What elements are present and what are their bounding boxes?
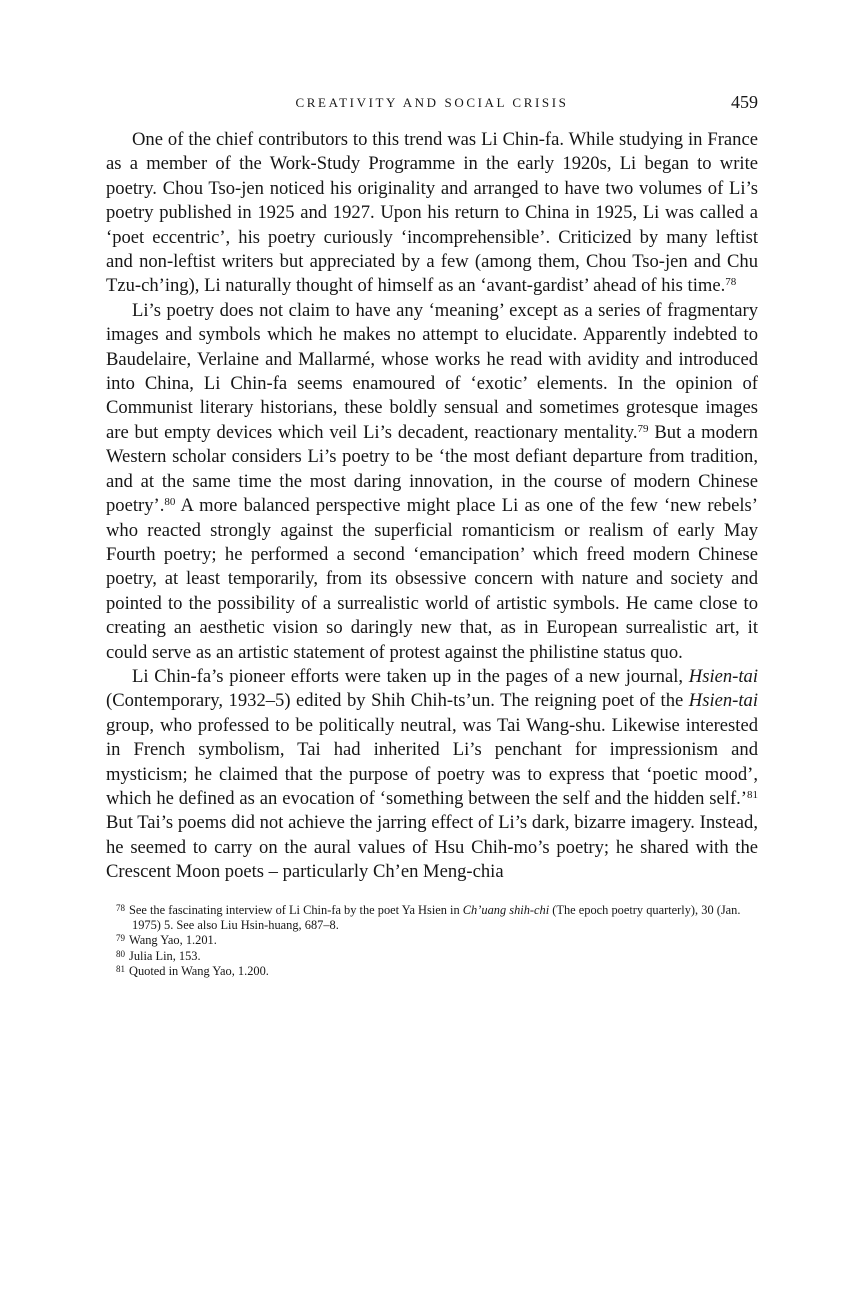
paragraph bbox=[106, 299, 758, 665]
text-run: Li’s poetry does not claim to have any ‘meaning’ except as a series of fragmentary images and symbols which he makes no attempt to elucidate. Apparently indebted to Baudelaire, Verlaine and Mallarmé, whose works he read with avidity and introduced into China, Li Chin-fa seems enamoured of ‘exotic’ elements. In the opinion of Communist literary historians, these boldly sensual and sometimes grotesque images are but empty devices which veil Li’s decadent, reactionary mentality. bbox=[106, 299, 758, 443]
italic-title: Ch’uang shih-chi bbox=[462, 902, 550, 917]
footnote-number: 78 bbox=[116, 902, 125, 913]
footnote bbox=[106, 933, 758, 948]
footnote-ref: 81 bbox=[747, 788, 758, 801]
footnote-number: 79 bbox=[116, 933, 125, 944]
paragraph bbox=[106, 665, 758, 885]
paragraph bbox=[106, 128, 758, 299]
footnotes bbox=[106, 903, 758, 980]
text-run: Li Chin-fa’s pioneer efforts were taken up in the pages of a new journal, bbox=[132, 665, 689, 687]
book-page bbox=[106, 92, 758, 980]
footnote bbox=[106, 949, 758, 964]
page-number: 459 bbox=[731, 92, 758, 112]
footnote-ref: 79 bbox=[637, 422, 649, 435]
footnote-ref: 80 bbox=[164, 496, 176, 509]
text-run: But a modern Western scholar considers Li’s poetry to be ‘the most defiant departure from tradition, and at the same time the most daring innovation, in the course of modern Chinese poetry’. bbox=[106, 421, 758, 517]
text-run: A more balanced perspective might place Li as one of the few ‘new rebels’ who reacted strongly against the superficial romanticism or realism of early May Fourth poetry; he performed a second ‘emancipation’ which freed modern Chinese poetry, at least temporarily, from its obsessive concern with nature and society and pointed to the possibility of a surrealistic world of artistic symbols. He came close to creating an aesthetic vision so daringly new that, as in European surrealistic art, it could serve as an artistic statement of protest against the philistine status quo. bbox=[106, 495, 758, 663]
text-run: (Contemporary, 1932–5) edited by Shih Chih-ts’un. The reigning poet of the bbox=[106, 690, 689, 712]
footnote bbox=[106, 964, 758, 979]
text-run: Wang Yao, 1.201. bbox=[129, 933, 217, 948]
text-run: But Tai’s poems did not achieve the jarring effect of Li’s dark, bizarre imagery. Instead, he seemed to carry on the aural values of Hsu Chih-mo’s poetry; he shared with the Crescent Moon poets – particularly Ch’en Meng-chia bbox=[106, 812, 758, 883]
footnote-number: 80 bbox=[116, 948, 125, 959]
text-run: One of the chief contributors to this trend was Li Chin-fa. While studying in France as a member of the Work-Study Programme in the early 1920s, Li began to write poetry. Chou Tso-jen noticed his originality and arranged to have two volumes of Li’s poetry published in 1925 and 1927. Upon his return to China in 1925, Li was called a ‘poet eccentric’, his poetry curiously ‘incomprehensible’. Criticized by many leftist and non-leftist writers but appreciated by a few (among them, Chou Tso-jen and Chu Tzu-ch’ing), Li naturally thought of himself as an ‘avant-gardist’ ahead of his time. bbox=[106, 129, 758, 297]
text-run: See the fascinating interview of Li Chin-fa by the poet Ya Hsien in bbox=[129, 902, 463, 917]
footnote-number: 81 bbox=[116, 964, 125, 975]
body-text bbox=[106, 128, 758, 885]
footnote-ref: 78 bbox=[725, 276, 737, 289]
text-run: Quoted in Wang Yao, 1.200. bbox=[129, 964, 269, 979]
italic-title: Hsien-tai bbox=[688, 665, 758, 687]
text-run: group, who professed to be politically neutral, was Tai Wang-shu. Likewise interested in French symbolism, Tai had inherited Li’s penchant for impressionism and mysticism; he claimed that the purpose of poetry was to express that ‘poetic mood’, which he defined as an evocation of ‘something between the self and the hidden self.’ bbox=[106, 714, 758, 809]
text-run: (The epoch poetry quarterly), 30 (Jan. 1975) 5. See also Liu Hsin-huang, 687–8. bbox=[132, 902, 741, 932]
text-run: Julia Lin, 153. bbox=[129, 948, 201, 963]
running-head: CREATIVITY AND SOCIAL CRISIS bbox=[295, 95, 569, 110]
page-header bbox=[106, 92, 758, 114]
footnote bbox=[106, 903, 758, 934]
italic-title: Hsien-tai bbox=[688, 690, 758, 712]
